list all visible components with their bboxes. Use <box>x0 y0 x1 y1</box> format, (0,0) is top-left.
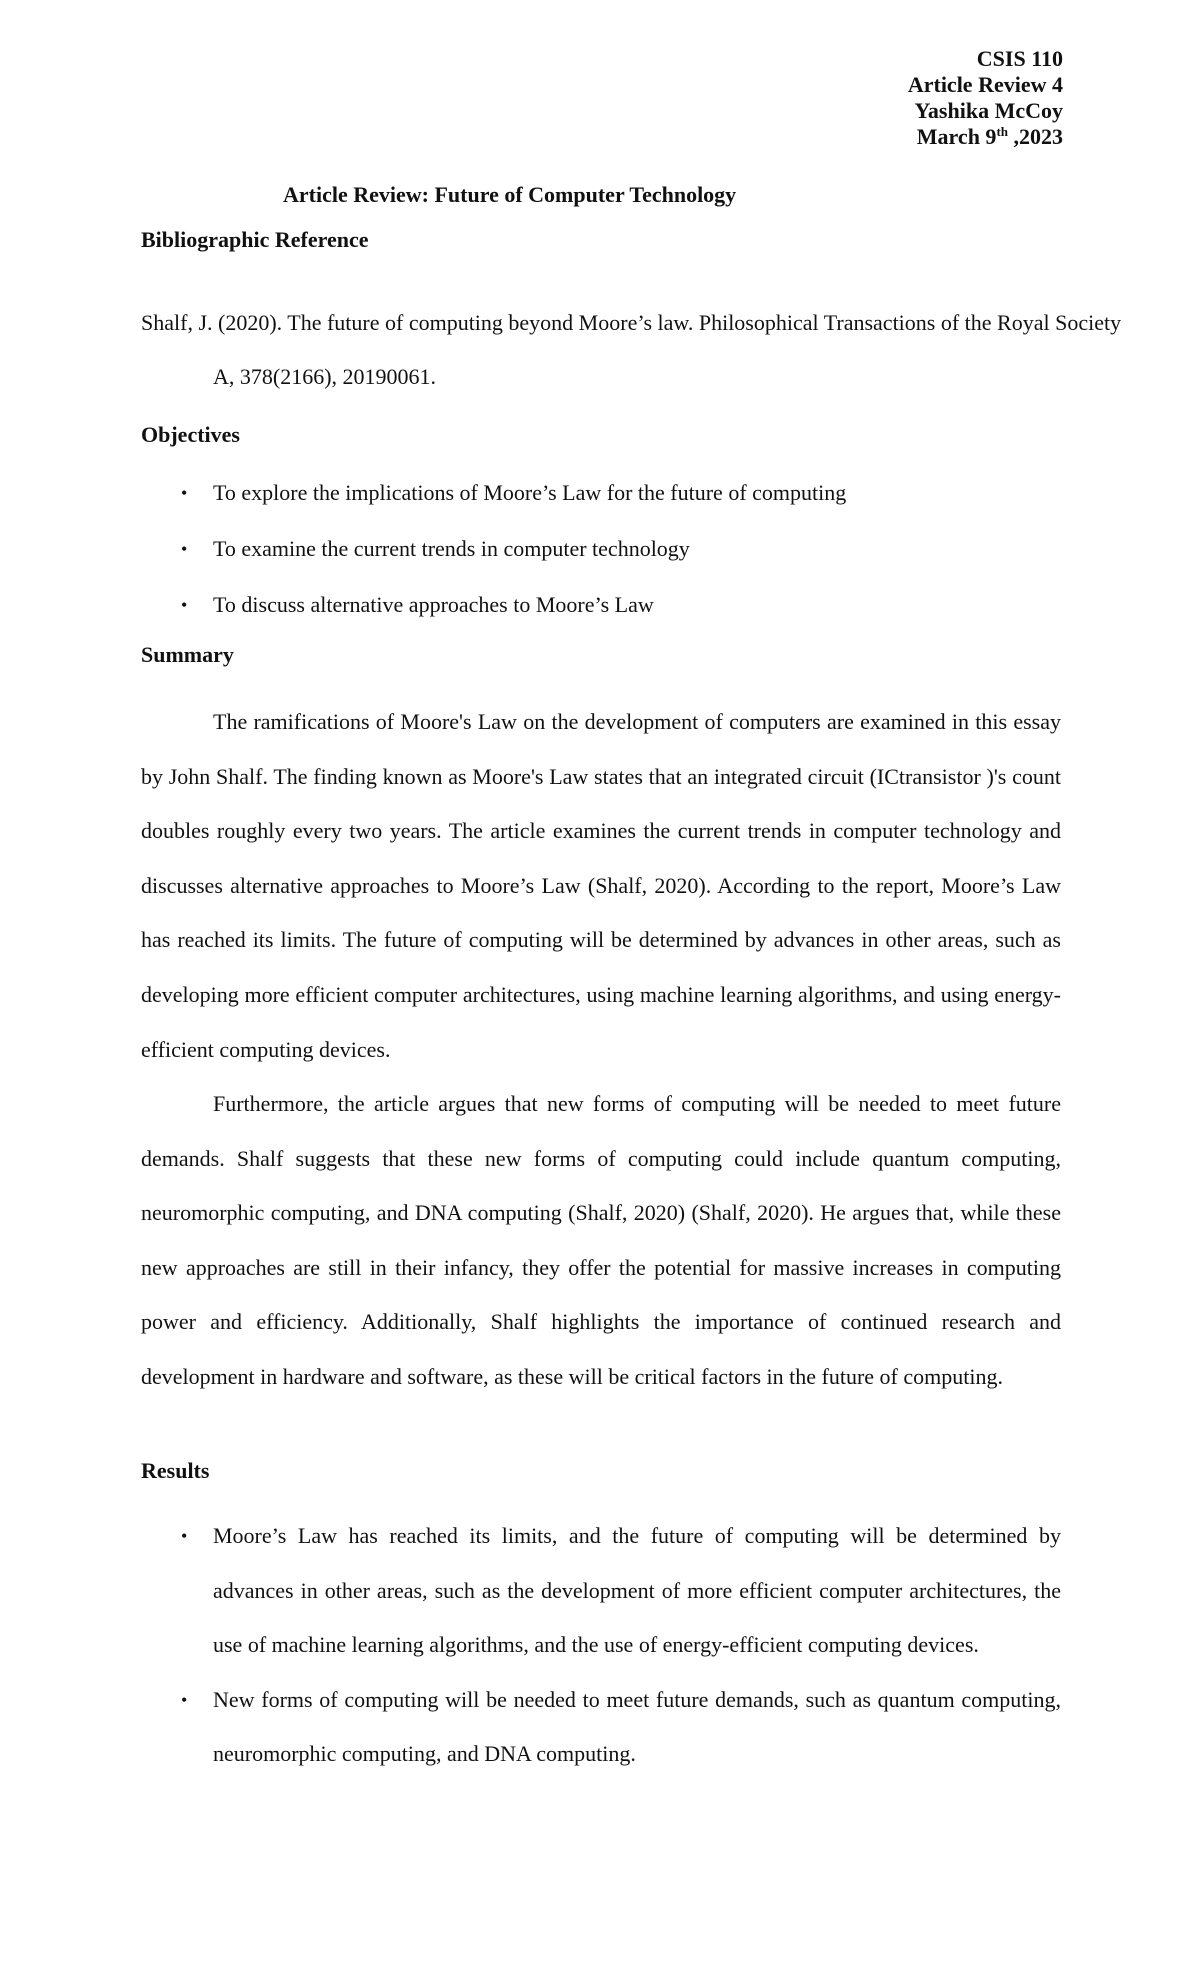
bullet-icon: • <box>181 1689 188 1710</box>
summary-paragraph-1: The ramifications of Moore's Law on the development of computers are examined in this essay by John Shalf. The finding known as Moore's Law states that an integrated circuit (ICtransistor )'s count doubles roughly every two years. The article examines the current trends in computer technology and discusses alternative approaches to Moore’s Law (Shalf, 2020). According to the report, Moore’s Law has reached its limits. The future of computing will be determined by advances in other areas, such as developing more efficient computer architectures, using machine learning algorithms, and using energy-efficient computing devices. <box>141 709 1061 1062</box>
summary-paragraph-2: Furthermore, the article argues that new forms of computing will be needed to meet future demands. Shalf suggests that these new forms of computing could include quantum computing, neuromorphic computing, and DNA computing (Shalf, 2020) (Shalf, 2020). He argues that, while these new approaches are still in their infancy, they offer the potential for massive increases in computing power and efficiency. Additionally, Shalf highlights the importance of continued research and development in hardware and software, as these will be critical factors in the future of computing. <box>141 1091 1061 1389</box>
list-item: • To explore the implications of Moore’s Law for the future of computing <box>141 478 1061 508</box>
list-item: • To examine the current trends in computer technology <box>141 534 1061 564</box>
assignment-name: Article Review 4 <box>907 72 1063 97</box>
objectives-list <box>141 478 1061 646</box>
document-date <box>908 124 1063 150</box>
date-superscript: th <box>996 124 1008 139</box>
list-item: • New forms of computing will be needed to meet future demands, such as quantum computing, neuromorphic computing, and DNA computing. <box>141 1673 1061 1782</box>
bullet-icon: • <box>181 483 188 503</box>
objectives-heading: Objectives <box>141 422 240 447</box>
bibliography-heading: Bibliographic Reference <box>141 227 369 252</box>
page-title: Article Review: Future of Computer Technology <box>283 182 737 207</box>
results-heading: Results <box>141 1458 210 1483</box>
bibliographic-reference: Shalf, J. (2020). The future of computing beyond Moore’s law. Philosophical Transactions of the Royal Society A, 378(2166), 20190061. <box>141 310 1122 389</box>
course-code: CSIS 110 <box>976 46 1063 71</box>
date-prefix: March 9 <box>916 124 997 149</box>
bullet-icon: • <box>181 539 188 559</box>
document-header <box>908 46 1063 150</box>
bullet-icon: • <box>181 1526 188 1546</box>
list-item: • To discuss alternative approaches to Moore’s Law <box>141 590 1061 620</box>
summary-heading: Summary <box>141 642 234 667</box>
list-item: • Moore’s Law has reached its limits, and the future of computing will be determined by advances in other areas, such as the development of more efficient computer architectures, the use of machine learning algorithms, and the use of energy-efficient computing devices. <box>141 1509 1061 1673</box>
results-list <box>141 1509 1061 1782</box>
author-name: Yashika McCoy <box>914 98 1063 123</box>
bullet-icon: • <box>181 595 188 615</box>
date-suffix: ,2023 <box>1008 124 1063 149</box>
